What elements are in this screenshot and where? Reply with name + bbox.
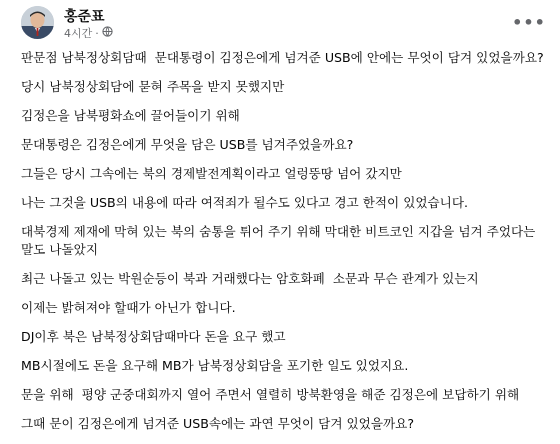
post-paragraph: 이제는 밝혀져야 할때가 아닌가 합니다. [21, 300, 236, 315]
post-paragraph: 나는 그것을 USB의 내용에 따라 여적죄가 될수도 있다고 경고 한적이 있었습니다. [21, 195, 469, 210]
post-meta [64, 25, 113, 41]
ellipsis-icon: ••• [512, 12, 546, 32]
globe-icon[interactable] [102, 26, 113, 40]
author-name[interactable]: 홍준표 [64, 9, 105, 25]
more-options-button[interactable] [514, 7, 544, 37]
post-paragraph: 문을 위해 평양 군중대회까지 열어 주면서 열렬히 방북환영을 해준 김정은에 보답하기 위해 [21, 387, 520, 402]
avatar[interactable] [21, 6, 54, 39]
post-paragraph: DJ이후 북은 남북정상회담때마다 돈을 요구 했고 [21, 329, 286, 344]
post-paragraph: 문대통령은 김정은에게 무엇을 담은 USB를 넘겨주었을까요? [21, 137, 354, 152]
post-header [0, 0, 560, 44]
post-paragraph: 최근 나돌고 있는 박원순등이 북과 거래했다는 암호화폐 소문과 무슨 관계가 있는지 [21, 271, 479, 286]
post-paragraph: 그들은 당시 그속에는 북의 경제발전계획이라고 얼렁뚱땅 넘어 갔지만 [21, 166, 402, 181]
post-time[interactable]: 4시간 [64, 27, 93, 40]
post-paragraph: 대북경제 제재에 막혀 있는 북의 숨통을 튀어 주기 위해 막대한 비트코인 지갑을 넘겨 주었다는 말도 나돌았지 [21, 224, 540, 257]
post-paragraph: 판문점 남북정상회담때 문대통령이 김정은에게 넘겨준 USB에 안에는 무엇이 담겨 있었을까요? [21, 50, 544, 65]
post-body [21, 49, 549, 444]
profile-photo [21, 6, 54, 39]
post-paragraph: MB시절에도 돈을 요구해 MB가 남북정상회담을 포기한 일도 있었지요. [21, 358, 409, 373]
meta-separator: · [95, 26, 99, 40]
post-paragraph: 그때 문이 김정은에게 넘겨준 USB속에는 과연 무엇이 담겨 있었을까요? [21, 416, 415, 431]
post-paragraph: 김정은을 남북평화쇼에 끌어들이기 위해 [21, 108, 240, 123]
post-paragraph: 당시 남북정상회담에 묻혀 주목을 받지 못했지만 [21, 79, 285, 94]
